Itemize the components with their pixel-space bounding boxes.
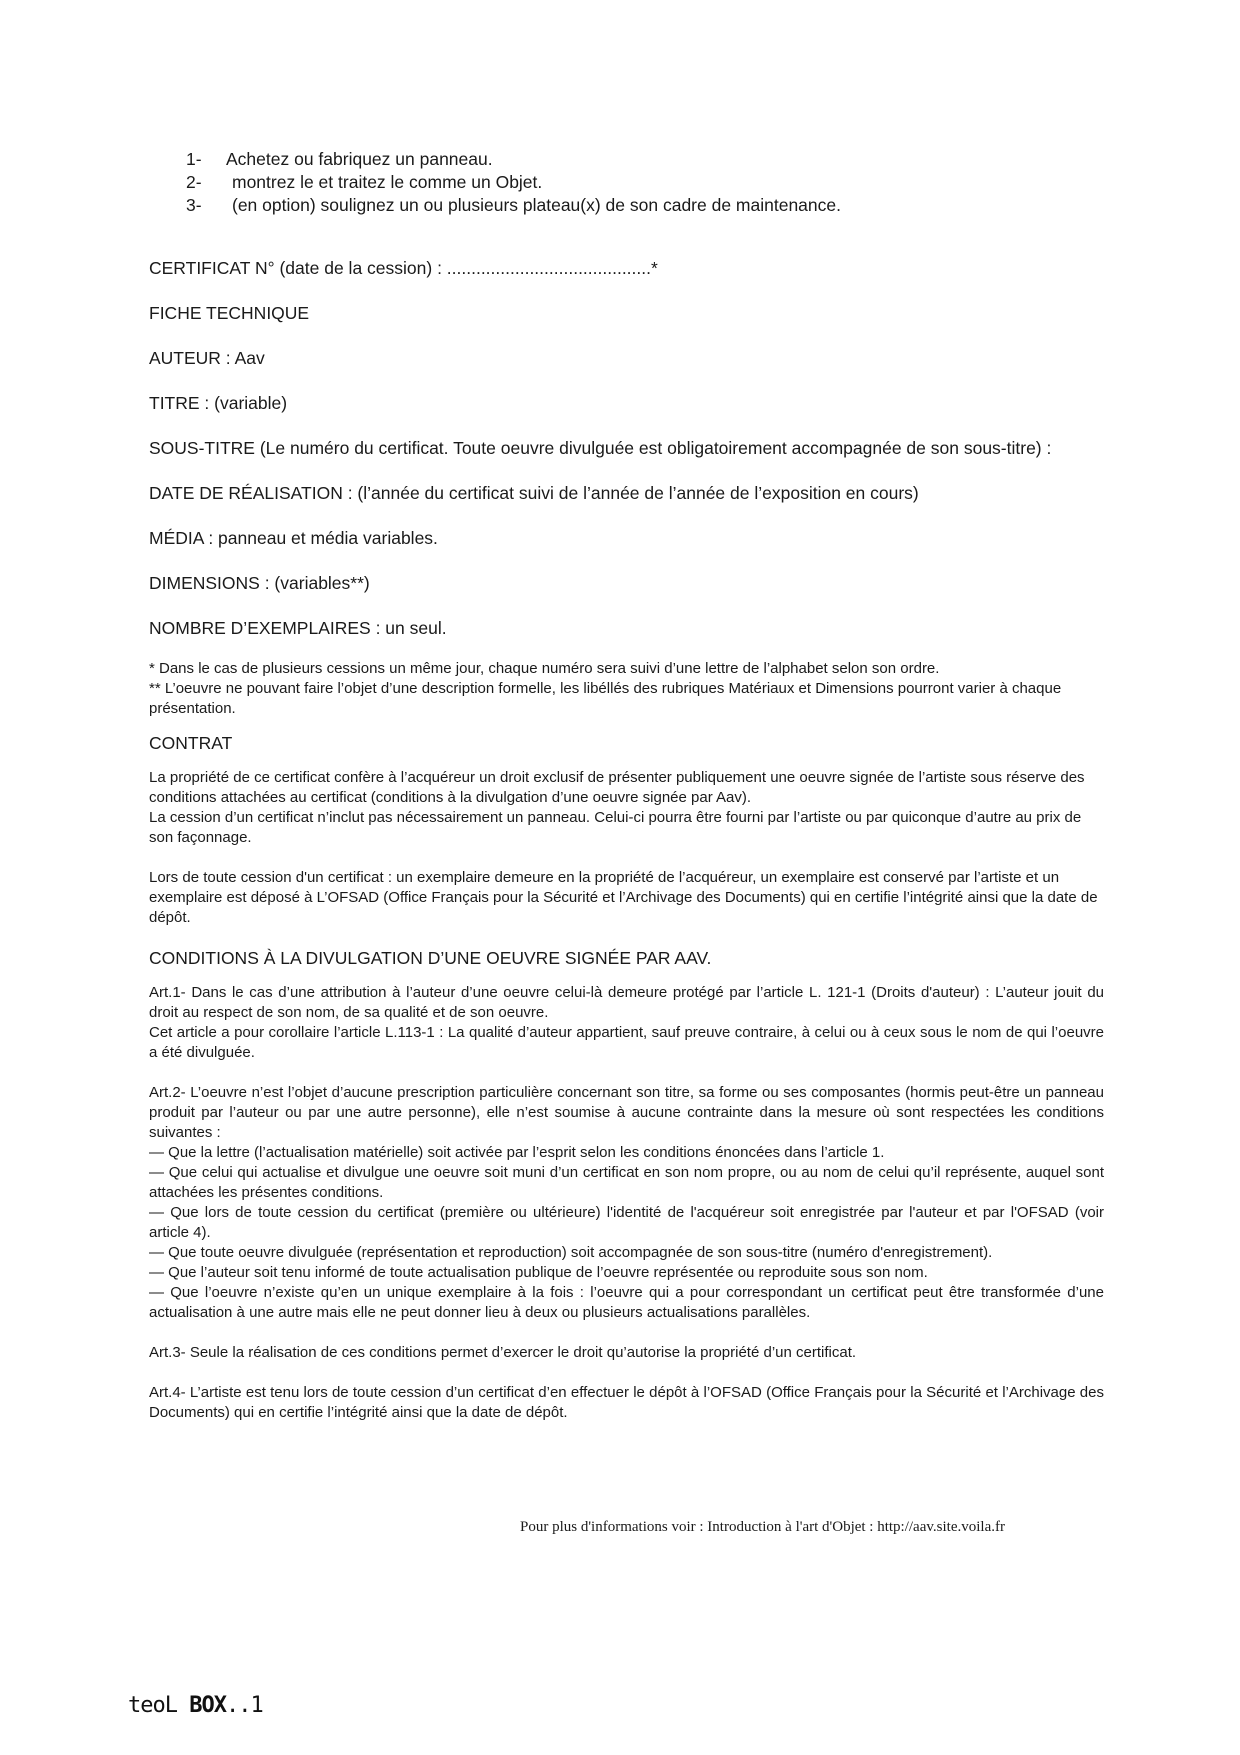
article-1-line: Art.1- Dans le cas d’une attribution à l’auteur d’une oeuvre celui-là demeure protégé par l’article L. 121-1 (Droits d'auteur) : L’auteur jouit du droit au respect de son nom, de sa qualité et de son oeuvre. [149,984,1104,1021]
contrat-paragraph-1: La propriété de ce certificat confère à l’acquéreur un droit exclusif de présenter publiquement une oeuvre signée de l’artiste sous réserve des conditions attachées au certificat (conditions à la divulgation d’une oeuvre signée par Aav). [149,769,1085,806]
article-2-line: — Que l’oeuvre n’existe qu’en un unique exemplaire à la fois : l’oeuvre qui a pour correspondant un certificat peut être transformée d’une actualisation à une autre mais elle ne peut donner lieu à deux ou plusieurs actualisations parallèles. [149,1284,1104,1321]
footnotes [149,659,1104,719]
article-2 [149,1083,1104,1323]
article-2-line: Art.2- L’oeuvre n’est l’objet d’aucune prescription particulière concernant son titre, sa forme ou ses composantes (hormis peut-être un panneau produit par l’auteur ou par une autre personne), elle n’est soumise à aucune contrainte dans la mesure où sont respectées les conditions suivantes : [149,1084,1104,1141]
contrat-paragraph-3: Lors de toute cession d'un certificat : un exemplaire demeure en la propriété de l’acquéreur, un exemplaire est conservé par l’artiste et un exemplaire est déposé à L’OFSAD (Office Français pour la Sécurité et l’Archivage des Documents) qui en certifie l’intégrité ainsi que la date de dépôt. [149,869,1098,926]
step-number: 3- [186,195,202,215]
toolbox-logo [128,1693,263,1718]
date-field: DATE DE RÉALISATION : (l’année du certificat suivi de l’année de l’année de l’exposition en cours) [149,483,919,503]
certificat-number: CERTIFICAT N° (date de la cession) : ..........................................* [149,258,658,278]
steps-list [186,148,841,217]
document-body [149,258,1104,1443]
info-footer: Pour plus d'informations voir : Introduction à l'art d'Objet : http://aav.site.voila.fr [520,1519,1005,1535]
article-2-line: — Que celui qui actualise et divulgue une oeuvre soit muni d’un certificat en son nom propre, ou au nom de celui qu’il représente, auquel sont attachées les présentes conditions. [149,1164,1104,1201]
step-text: (en option) soulignez un ou plusieurs plateau(x) de son cadre de maintenance. [232,195,841,215]
article-2-line: — Que toute oeuvre divulguée (représentation et reproduction) soit accompagnée de son sous-titre (numéro d'enregistrement). [149,1244,993,1261]
footnote-1: * Dans le cas de plusieurs cessions un même jour, chaque numéro sera suivi d’une lettre de l’alphabet selon son ordre. [149,660,940,677]
article-1-line: Cet article a pour corollaire l’article L.113-1 : La qualité d’auteur appartient, sauf preuve contraire, à celui ou à ceux sous le nom de qui l’oeuvre a été divulguée. [149,1024,1104,1061]
media-field: MÉDIA : panneau et média variables. [149,528,438,548]
contrat-paragraph-2: La cession d’un certificat n’inclut pas nécessairement un panneau. Celui-ci pourra être fourni par l’artiste ou par quiconque d’autre au prix de son façonnage. [149,809,1082,846]
step-text: Achetez ou fabriquez un panneau. [226,149,493,169]
article-2-line: — Que lors de toute cession du certificat (première ou ultérieure) l'identité de l'acquéreur soit enregistrée par l'auteur et par l'OFSAD (voir article 4). [149,1204,1104,1241]
logo-part: ..1 [225,1693,263,1718]
logo-part: BOX [189,1693,226,1718]
article-4: Art.4- L’artiste est tenu lors de toute cession d’un certificat d’en effectuer le dépôt à l’OFSAD (Office Français pour la Sécurité et l’Archivage des Documents) qui en certifie l’intégrité ainsi que la date de dépôt. [149,1384,1104,1421]
step-text: montrez le et traitez le comme un Objet. [232,172,543,192]
step-item [186,171,841,194]
titre-field: TITRE : (variable) [149,393,288,413]
sous-titre-field: SOUS-TITRE (Le numéro du certificat. Toute oeuvre divulguée est obligatoirement accompagnée de son sous-titre) : [149,438,1052,458]
step-number: 2- [186,172,202,192]
article-1 [149,983,1104,1063]
step-item [186,194,841,217]
conditions-heading: CONDITIONS À LA DIVULGATION D’UNE OEUVRE SIGNÉE PAR AAV. [149,948,712,968]
step-number: 1- [186,149,202,169]
fiche-technique-title: FICHE TECHNIQUE [149,303,310,323]
article-2-line: — Que la lettre (l’actualisation matérielle) soit activée par l’esprit selon les conditions énoncées dans l’article 1. [149,1144,885,1161]
footnote-2: ** L’oeuvre ne pouvant faire l’objet d’une description formelle, les libéllés des rubriques Matériaux et Dimensions pourront varier à chaque présentation. [149,680,1062,717]
auteur-field: AUTEUR : Aav [149,348,265,368]
nombre-field: NOMBRE D’EXEMPLAIRES : un seul. [149,618,447,638]
article-3: Art.3- Seule la réalisation de ces conditions permet d’exercer le droit qu’autorise la propriété d’un certificat. [149,1344,857,1361]
step-item [186,148,841,171]
dimensions-field: DIMENSIONS : (variables**) [149,573,370,593]
contrat-heading: CONTRAT [149,733,233,753]
logo-part: teoL [128,1693,177,1718]
article-2-line: — Que l’auteur soit tenu informé de toute actualisation publique de l’oeuvre représentée ou reproduite sous son nom. [149,1264,928,1281]
